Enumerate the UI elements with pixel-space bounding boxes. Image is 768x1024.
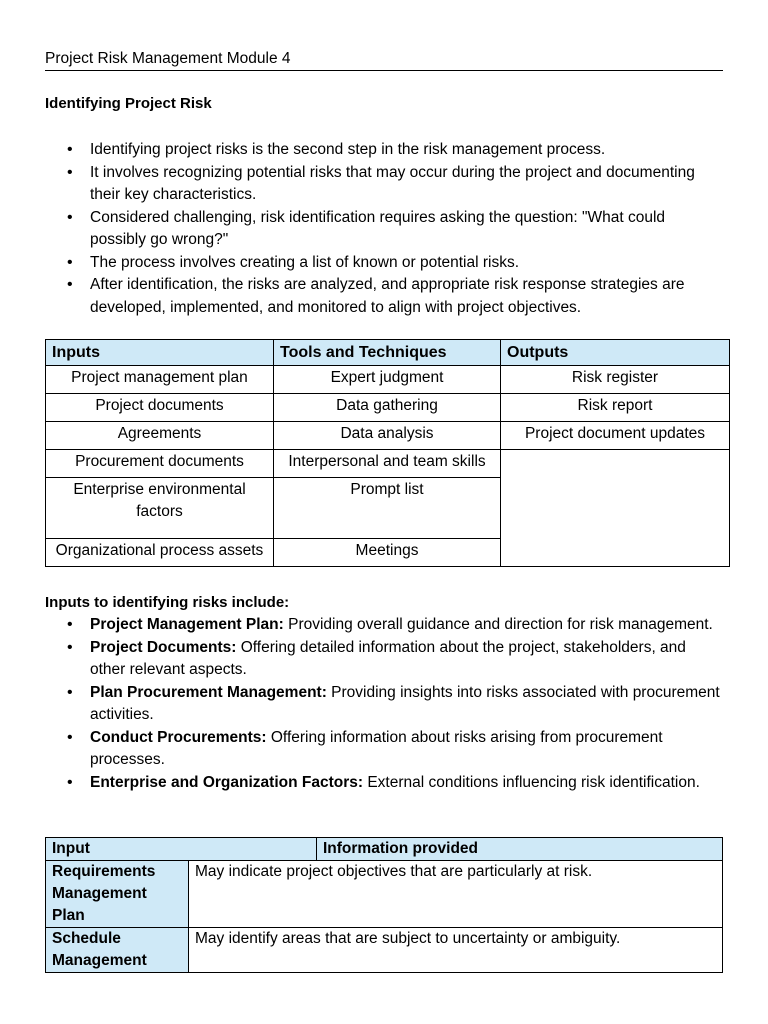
itto-input-cell: Project management plan <box>46 366 274 394</box>
table-row <box>46 928 723 973</box>
itto-output-cell: Risk report <box>501 394 730 422</box>
itto-input-cell: Organizational process assets <box>46 539 274 567</box>
bullet-text: Providing overall guidance and direction for risk management. <box>283 616 713 633</box>
itto-tool-cell: Data gathering <box>274 394 501 422</box>
bullet-term: Plan Procurement Management: <box>90 683 327 701</box>
bullet-text: External conditions influencing risk identification. <box>363 773 700 791</box>
itto-table <box>45 339 730 567</box>
info-header-row <box>46 838 723 861</box>
bullet-item: • After identification, the risks are analyzed, and appropriate risk response strategies are developed, implemented, and monitored to align with project objectives. <box>45 274 723 319</box>
bullet-item <box>45 772 723 795</box>
itto-header-row <box>46 340 730 366</box>
identifying-risk-bullets <box>45 139 723 319</box>
table-row <box>46 366 730 394</box>
itto-input-cell: Project documents <box>46 394 274 422</box>
section-title-inputs: Inputs to identifying risks include: <box>45 594 290 611</box>
bullet-term: Conduct Procurements: <box>90 728 267 746</box>
bullet-item <box>45 682 723 727</box>
itto-header-tools: Tools and Techniques <box>274 340 501 366</box>
itto-output-empty-cell <box>501 450 730 567</box>
itto-output-cell: Project document updates <box>501 422 730 450</box>
bullet-text: Providing insights into risks associated with procurement activities. <box>90 683 720 723</box>
section-title-identifying-risk: Identifying Project Risk <box>45 95 212 112</box>
itto-input-cell: Procurement documents <box>46 450 274 478</box>
table-row <box>46 422 730 450</box>
itto-tool-cell: Expert judgment <box>274 366 501 394</box>
table-row <box>46 450 730 478</box>
bullet-item: • The process involves creating a list of known or potential risks. <box>45 252 723 275</box>
bullet-item: • Identifying project risks is the second step in the risk management process. <box>45 139 723 162</box>
bullet-text: Offering information about risks arising from procurement processes. <box>90 728 663 768</box>
info-header-info: Information provided <box>317 838 723 861</box>
info-header-input: Input <box>46 838 317 861</box>
itto-tool-cell: Meetings <box>274 539 501 567</box>
table-row <box>46 394 730 422</box>
bullet-term: Enterprise and Organization Factors: <box>90 773 364 791</box>
bullet-item: • Considered challenging, risk identification requires asking the question: "What could possibly go wrong?" <box>45 207 723 252</box>
info-input-cell: Requirements Management Plan <box>46 861 189 928</box>
input-info-table <box>45 837 723 973</box>
bullet-term: Project Documents: <box>90 638 237 656</box>
inputs-bullets <box>45 614 723 794</box>
itto-header-outputs: Outputs <box>501 340 730 366</box>
info-text-cell: May identify areas that are subject to uncertainty or ambiguity. <box>189 928 723 973</box>
itto-tool-cell: Interpersonal and team skills <box>274 450 501 478</box>
bullet-item: • It involves recognizing potential risks that may occur during the project and documenting their key characteristics. <box>45 162 723 207</box>
info-input-cell: Schedule Management <box>46 928 189 973</box>
table-row <box>46 861 723 928</box>
bullet-item <box>45 637 723 682</box>
itto-tool-cell: Prompt list <box>274 478 501 539</box>
itto-input-cell: Agreements <box>46 422 274 450</box>
itto-input-cell: Enterprise environmental factors <box>46 478 274 539</box>
bullet-item <box>45 727 723 772</box>
itto-tool-cell: Data analysis <box>274 422 501 450</box>
info-text-cell: May indicate project objectives that are particularly at risk. <box>189 861 723 928</box>
bullet-text: Offering detailed information about the project, stakeholders, and other relevant aspects. <box>90 638 686 678</box>
page-header: Project Risk Management Module 4 <box>45 48 723 71</box>
bullet-term: Project Management Plan: <box>90 616 284 633</box>
itto-header-inputs: Inputs <box>46 340 274 366</box>
bullet-item <box>45 614 723 637</box>
itto-output-cell: Risk register <box>501 366 730 394</box>
